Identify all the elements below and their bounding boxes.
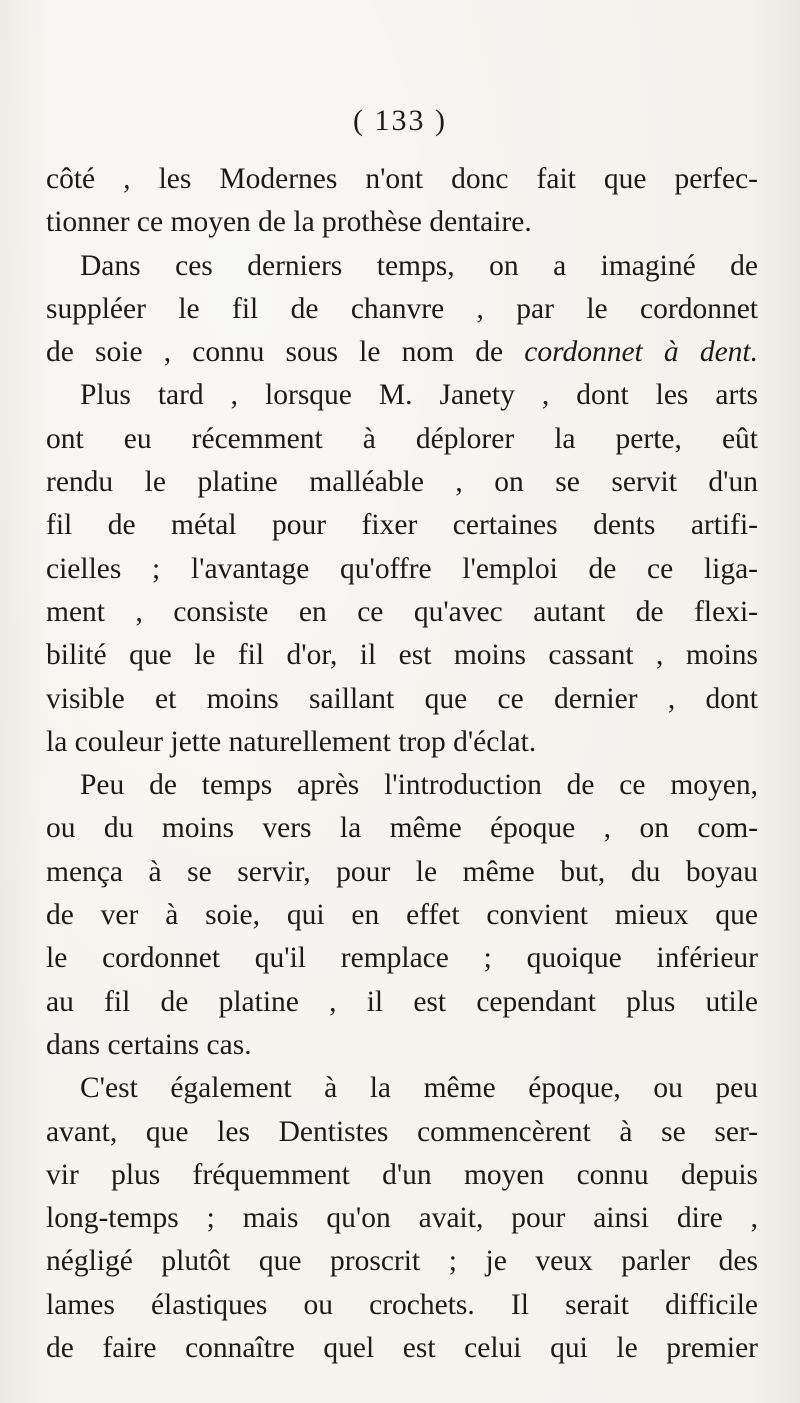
- text-line: rendu le platine malléable , on se servit d'un: [46, 466, 758, 499]
- text-line: au fil de platine , il est cependant plus utile: [46, 985, 758, 1018]
- text-line: fil de métal pour fixer certaines dents artifi-: [46, 509, 758, 542]
- text-line: vir plus fréquemment d'un moyen connu depuis: [46, 1158, 758, 1191]
- text-line: lames élastiques ou crochets. Il serait difficile: [46, 1288, 758, 1321]
- text-line: ment , consiste en ce qu'avec autant de flexi-: [46, 595, 758, 628]
- paragraph-start-line: Dans ces derniers temps, on a imaginé de: [80, 249, 758, 282]
- paragraph-start-line: C'est également à la même époque, ou peu: [80, 1072, 758, 1105]
- text-line: tionner ce moyen de la prothèse dentaire.: [46, 206, 532, 239]
- text-line: suppléer le fil de chanvre , par le cordonnet: [46, 292, 758, 325]
- text-line: long-temps ; mais qu'on avait, pour ainsi dire ,: [46, 1202, 758, 1235]
- text-line: ou du moins vers la même époque , on com-: [46, 812, 758, 845]
- text-line: avant, que les Dentistes commencèrent à se ser-: [46, 1115, 758, 1148]
- text-line: dans certains cas.: [46, 1028, 252, 1061]
- text-line: visible et moins saillant que ce dernier , dont: [46, 682, 758, 715]
- paragraph-start-line: Plus tard , lorsque M. Janety , dont les arts: [80, 379, 758, 412]
- text-line: bilité que le fil d'or, il est moins cassant , moins: [46, 639, 758, 672]
- text-line: négligé plutôt que proscrit ; je veux parler des: [46, 1245, 758, 1278]
- text-line: ont eu récemment à déplorer la perte, eût: [46, 422, 758, 455]
- page-number: ( 133 ): [353, 104, 447, 137]
- text-segment: de soie , connu sous le nom de: [46, 336, 525, 369]
- text-line: de ver à soie, qui en effet convient mieux que: [46, 899, 758, 932]
- text-line: côté , les Modernes n'ont donc fait que perfec-: [46, 163, 758, 195]
- text-line: le cordonnet qu'il remplace ; quoique inférieur: [46, 942, 758, 975]
- italic-term: cordonnet à dent.: [524, 336, 759, 369]
- text-line: cielles ; l'avantage qu'offre l'emploi de ce liga-: [46, 552, 758, 585]
- text-line: mença à se servir, pour le même but, du boyau: [46, 855, 758, 888]
- text-line: [46, 331, 758, 374]
- text-line: de faire connaître quel est celui qui le premier: [46, 1332, 758, 1365]
- body-text: [46, 158, 758, 1370]
- text-line: la couleur jette naturellement trop d'éclat.: [46, 725, 537, 758]
- paragraph-start-line: Peu de temps après l'introduction de ce moyen,: [80, 769, 758, 802]
